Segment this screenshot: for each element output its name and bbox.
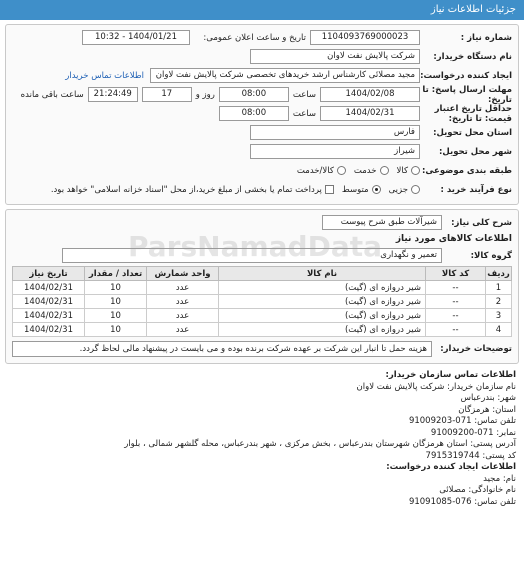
radio-icon	[380, 166, 389, 175]
cell-goods-name: شیر دروازه ای (گیت)	[219, 309, 426, 323]
col-goods-name: نام کالا	[219, 267, 426, 281]
city-field: شیراز	[250, 144, 420, 159]
contact-line: آدرس پستی: استان هرمزگان شهرستان بندرعباس ، بخش مرکزی ، شهر بندرعباس، محله گلشهر شمالی ، بلوار	[124, 439, 516, 449]
contact-info-link[interactable]: اطلاعات تماس خریدار	[65, 70, 144, 81]
cell-goods-name: شیر دروازه ای (گیت)	[219, 281, 426, 295]
validity-row	[12, 105, 512, 122]
reply-date-field: 1404/02/08	[320, 87, 420, 102]
col-unit: واحد شمارش	[147, 267, 219, 281]
requester-field: مجید مصلائی کارشناس ارشد خریدهای تخصصی شرکت پالایش نفت لاوان	[150, 68, 420, 83]
cell-row-number: 1	[486, 281, 512, 295]
remaining-days-field: 17	[142, 87, 192, 102]
col-quantity: تعداد / مقدار	[85, 267, 147, 281]
need-details-panel	[5, 24, 519, 205]
contact-line: نمابر: 071-91009200	[430, 427, 516, 438]
buyer-notes-field: هزینه حمل تا انبار این شرکت بر عهده شرکت برنده بوده و می بایست در پیشنهاد مالی لحاظ گردد.	[12, 341, 432, 357]
reply-deadline-label: مهلت ارسال پاسخ: تا تاریخ:	[422, 84, 512, 105]
cell-need-date: 1404/02/31	[13, 281, 85, 295]
contact-header: اطلاعات تماس سازمان خریدار:	[385, 370, 516, 380]
cell-quantity: 10	[85, 309, 147, 323]
table-row	[13, 281, 512, 295]
cell-need-date: 1404/02/31	[13, 323, 85, 337]
days-label: روز و	[195, 89, 215, 100]
cell-unit: عدد	[147, 295, 219, 309]
goods-group-label: گروه کالا:	[470, 250, 512, 261]
validity-date-field: 1404/02/31	[320, 106, 420, 121]
reply-deadline-row	[12, 86, 512, 103]
col-row-number: ردیف	[487, 268, 510, 279]
requester-label: ایجاد کننده درخواست:	[420, 70, 512, 81]
purchase-process-label: نوع فرآیند خرید :	[440, 184, 512, 195]
cell-quantity: 10	[85, 295, 147, 309]
category-option-service[interactable]: خدمت	[354, 166, 389, 176]
reply-time-label: ساعت	[292, 89, 316, 100]
cell-unit: عدد	[147, 309, 219, 323]
cell-goods-name: شیر دروازه ای (گیت)	[219, 295, 426, 309]
general-desc-row	[12, 214, 512, 231]
cell-row-number: 3	[486, 309, 512, 323]
col-need-date: تاریخ نیاز	[13, 267, 85, 281]
page-title: جزئیات اطلاعات نیاز	[0, 0, 524, 20]
contact-line: شهر: بندرعباس	[460, 393, 516, 403]
category-label: طبقه بندی موضوعی:	[422, 165, 512, 176]
cell-goods-name: شیر دروازه ای (گیت)	[219, 323, 426, 337]
general-desc-field: شیرآلات طبق شرح پیوست	[322, 215, 442, 230]
table-row	[13, 323, 512, 337]
col-goods-code: کد کالا	[426, 267, 486, 281]
remaining-time-label: ساعت باقی مانده	[20, 89, 84, 100]
province-label: استان محل تحویل:	[433, 127, 512, 138]
province-field: فارس	[250, 125, 420, 140]
validity-label: حداقل تاریخ اعتبار قیمت: تا تاریخ:	[434, 103, 512, 124]
treasury-checkbox[interactable]	[325, 185, 334, 194]
province-row	[12, 124, 512, 141]
cell-goods-code: --	[426, 309, 486, 323]
contact-line: تلفن تماس: 071-91009203	[408, 416, 516, 426]
contact-line: تلفن تماس: 076-91091085	[408, 496, 516, 507]
city-row	[12, 143, 512, 160]
buyer-name-field: شرکت پالایش نفت لاوان	[250, 49, 420, 64]
requester-row	[12, 67, 512, 84]
contact-line: استان: هرمزگان	[458, 404, 516, 415]
cell-need-date: 1404/02/31	[13, 295, 85, 309]
validity-time-field: 08:00	[219, 106, 289, 121]
validity-time-label: ساعت	[292, 108, 316, 119]
reply-time-field: 08:00	[219, 87, 289, 102]
goods-info-title: اطلاعات کالاهای مورد نیاز	[395, 234, 512, 244]
need-number-row	[12, 29, 512, 46]
process-option-minor[interactable]: جزیی	[389, 185, 420, 195]
radio-icon	[337, 166, 346, 175]
contact-line: اطلاعات ایجاد کننده درخواست:	[386, 462, 516, 472]
contact-line: نام: مجید	[483, 473, 516, 484]
contact-section	[0, 368, 524, 510]
remaining-clock-field: 21:24:49	[88, 87, 138, 102]
buyer-notes-row	[12, 341, 512, 357]
category-option-both[interactable]: کالا/خدمت	[297, 166, 346, 176]
need-number-label: شماره نیاز :	[460, 32, 512, 43]
general-desc-label: شرح کلی نیاز:	[451, 217, 512, 228]
goods-panel	[5, 209, 519, 364]
payment-note: پرداخت تمام یا بخشی از مبلغ خرید،از محل "اسناد خزانه اسلامی" خواهد بود.	[50, 184, 322, 195]
goods-table	[12, 266, 512, 337]
purchase-process-row	[12, 181, 512, 198]
process-option-medium[interactable]: متوسط	[342, 185, 381, 195]
city-label: شهر محل تحویل:	[439, 146, 512, 157]
category-option-goods[interactable]: کالا	[397, 166, 420, 176]
cell-need-date: 1404/02/31	[13, 309, 85, 323]
cell-goods-code: --	[426, 295, 486, 309]
table-row	[13, 309, 512, 323]
cell-unit: عدد	[147, 281, 219, 295]
radio-icon	[411, 185, 420, 194]
watermark: ParsNamadData	[128, 230, 382, 263]
goods-group-row	[12, 247, 512, 264]
contact-line: نام سازمان خریدار: شرکت پالایش نفت لاوان	[356, 381, 516, 392]
goods-group-field: تعمیر و نگهداری	[62, 248, 442, 263]
table-header-row	[13, 267, 512, 281]
cell-row-number: 4	[486, 323, 512, 337]
contact-line: نام خانوادگی: مصلائی	[439, 485, 516, 495]
announce-date-field: 1404/01/21 - 10:32	[82, 30, 190, 45]
cell-quantity: 10	[85, 281, 147, 295]
cell-goods-code: --	[426, 281, 486, 295]
need-number-field: 1104093769000023	[310, 30, 420, 45]
cell-quantity: 10	[85, 323, 147, 337]
table-row	[13, 295, 512, 309]
announce-date-label: تاریخ و ساعت اعلان عمومی:	[203, 32, 306, 43]
buyer-name-label: نام دستگاه خریدار:	[433, 51, 512, 62]
cell-unit: عدد	[147, 323, 219, 337]
cell-goods-code: --	[426, 323, 486, 337]
radio-selected-icon	[372, 185, 381, 194]
cell-row-number: 2	[486, 295, 512, 309]
buyer-notes-label: توضیحات خریدار:	[440, 344, 512, 354]
radio-icon	[411, 166, 420, 175]
category-row	[12, 162, 512, 179]
contact-line: کد پستی: 7915319744	[425, 450, 516, 461]
buyer-name-row	[12, 48, 512, 65]
